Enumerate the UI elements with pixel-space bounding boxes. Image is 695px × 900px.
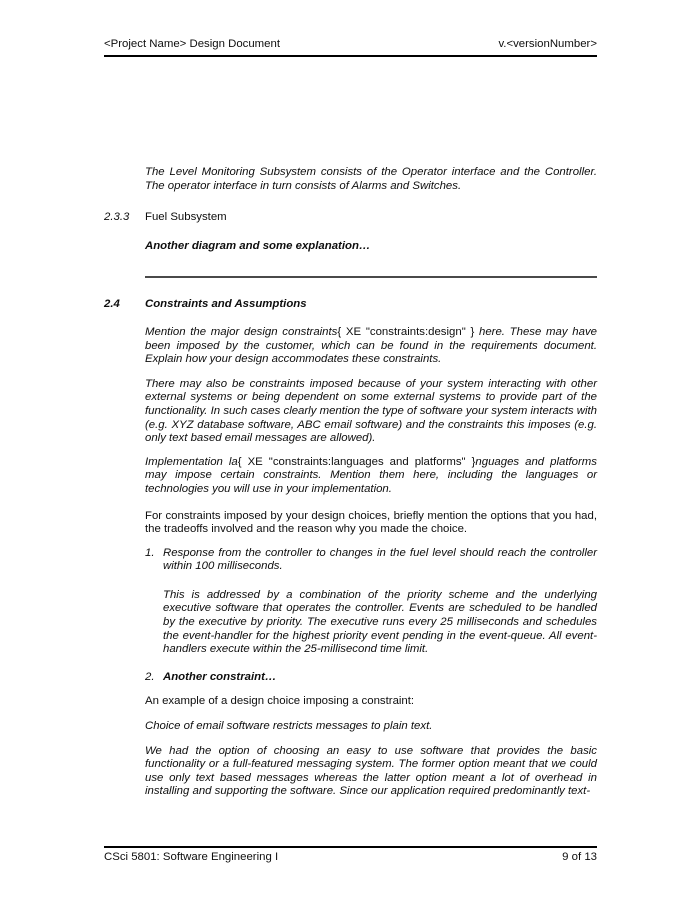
section-title: Fuel Subsystem xyxy=(145,211,227,224)
paragraph-design-choice-intro: An example of a design choice imposing a constraint: xyxy=(145,695,415,708)
section-divider-rule xyxy=(145,276,597,278)
document-body xyxy=(104,166,597,799)
page-header xyxy=(104,38,597,52)
section-heading-24 xyxy=(104,298,597,312)
paragraph-mention-design xyxy=(145,326,597,367)
list-item-text: Response from the controller to changes in the fuel level should reach the controller within 100 milliseconds. xyxy=(163,546,597,573)
list-number: 1. xyxy=(145,546,155,559)
paragraph-level-monitoring: The Level Monitoring Subsystem consists of the Operator interface and the Controller. The operator interface in turn consists of Alarms and Switches. xyxy=(145,166,597,192)
paragraph-implementation xyxy=(145,456,597,497)
list-number: 2. xyxy=(145,670,155,683)
header-document-title: <Project Name> Design Document xyxy=(104,38,281,50)
text-run-italic: nguages and platforms may impose certain constraints. Mention them here, including the languages or technologies you will use in your implementation. xyxy=(145,455,597,495)
section-number: 2.4 xyxy=(104,298,120,311)
section-number: 2.3.3 xyxy=(104,211,130,224)
paragraph-external-systems: There may also be constraints imposed because of your system interacting with other external systems or being dependent on some external systems to provide part of the functionality. In such cases clearly mention the type of software your system interacts with (e.g. XYZ database software, ABC email software) and the constraints this imposes (e.g. only text based email messages are allowed). xyxy=(145,377,597,445)
section-title: Constraints and Assumptions xyxy=(145,298,307,311)
footer-rule xyxy=(104,846,597,848)
header-version: v.<versionNumber> xyxy=(498,38,597,50)
paragraph-for-constraints: For constraints imposed by your design choices, briefly mention the options that you had, the tradeoffs involved and the reason why you made the choice. xyxy=(145,509,597,536)
xe-field-code: { XE "constraints:design" } xyxy=(337,325,475,338)
paragraph-item1-explanation: This is addressed by a combination of the priority scheme and the underlying executive software that operates the controller. Events are scheduled to be handled by the executive by priority. The executive runs every 25 milliseconds and schedules the event-handler for the highest priority event pending in the event-queue. All event-handlers execute within the 25-millisecond time limit. xyxy=(163,588,597,656)
page-footer xyxy=(104,851,597,865)
section-heading-233 xyxy=(104,211,597,225)
xe-field-code: { XE "constraints:languages and platforms" } xyxy=(237,455,476,468)
list-item-1 xyxy=(145,547,597,574)
text-run-italic: Implementation la xyxy=(145,455,238,468)
text-run-italic: here. These may have been imposed by the customer, which can be found in the requirements document. Explain how your design accommodates these constraints. xyxy=(145,325,597,366)
list-item-text: Another constraint… xyxy=(163,670,277,683)
paragraph-we-had-option: We had the option of choosing an easy to use software that provides the basic functionality or a full-featured messaging system. The former option meant that we could use only text based messages whereas the latter option meant a lot of overhead in installing and supporting the software. Since our application required predominantly text- xyxy=(145,744,597,798)
header-rule xyxy=(104,55,597,57)
list-item-2 xyxy=(145,671,597,685)
paragraph-email-choice: Choice of email software restricts messages to plain text. xyxy=(145,720,433,733)
footer-course: CSci 5801: Software Engineering I xyxy=(104,851,279,863)
text-run-italic: Mention the major design constraints xyxy=(145,325,338,338)
footer-page-number: 9 of 13 xyxy=(562,851,597,863)
paragraph-another-diagram: Another diagram and some explanation… xyxy=(145,239,371,252)
